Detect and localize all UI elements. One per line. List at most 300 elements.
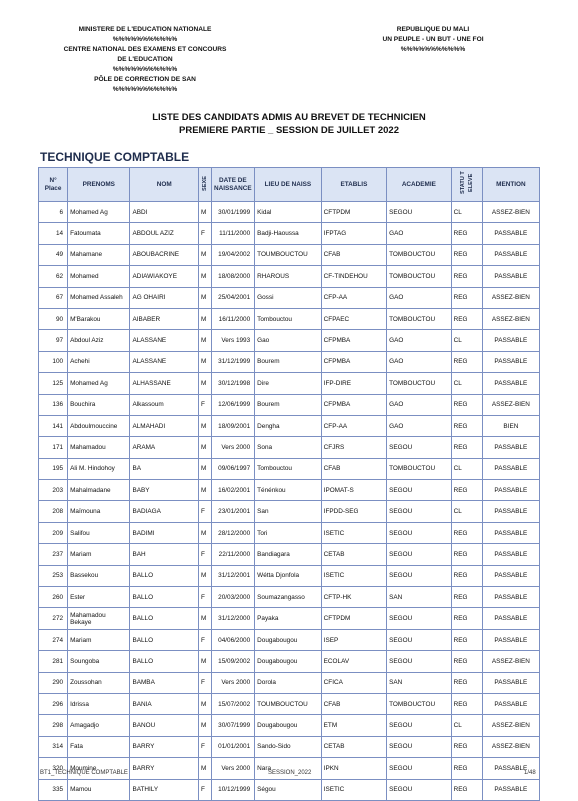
cell-academie: SEGOU <box>387 736 451 757</box>
table-row <box>39 736 540 757</box>
table-row <box>39 202 540 223</box>
cell-nom: AIBABER <box>130 308 199 329</box>
cell-prenoms: Bassekou <box>68 565 130 586</box>
cell-date: 11/11/2000 <box>211 223 255 244</box>
cell-lieu: Bourem <box>255 351 322 372</box>
cell-academie: SEGOU <box>387 480 451 501</box>
cell-etablis: ISETIC <box>321 522 386 543</box>
cell-statut: REG <box>451 308 482 329</box>
cell-prenoms: Soungoba <box>68 651 130 672</box>
cell-etablis: CFTP-HK <box>321 587 386 608</box>
candidates-table <box>38 167 540 801</box>
cell-place: 237 <box>39 544 68 565</box>
cell-statut: REG <box>451 565 482 586</box>
cell-prenoms: Achehi <box>68 351 130 372</box>
table-row <box>39 415 540 436</box>
cell-academie: SEGOU <box>387 651 451 672</box>
cell-sexe: F <box>199 779 211 800</box>
cell-date: 31/12/2001 <box>211 565 255 586</box>
cell-place: 62 <box>39 266 68 287</box>
cell-statut: CL <box>451 715 482 736</box>
cell-place: 141 <box>39 415 68 436</box>
table-row <box>39 501 540 522</box>
section-title: TECHNIQUE COMPTABLE <box>40 150 190 164</box>
cell-sexe: M <box>199 308 211 329</box>
cell-nom: BARRY <box>130 758 199 779</box>
cell-place: 290 <box>39 672 68 693</box>
cell-academie: SEGOU <box>387 565 451 586</box>
col-lieu: LIEU DE NAISS <box>255 168 322 202</box>
cell-date: 16/11/2000 <box>211 308 255 329</box>
cell-statut: REG <box>451 394 482 415</box>
cell-prenoms: Mohamed Ag <box>68 202 130 223</box>
cell-mention: ASSEZ-BIEN <box>482 736 539 757</box>
cell-etablis: IFPDD-SEG <box>321 501 386 522</box>
cell-nom: BADIAGA <box>130 501 199 522</box>
cell-academie: TOMBOUCTOU <box>387 373 451 394</box>
table-row <box>39 672 540 693</box>
cell-etablis: IPOMAT-S <box>321 480 386 501</box>
cell-lieu: Badji-Haoussa <box>255 223 322 244</box>
cell-statut: REG <box>451 779 482 800</box>
cell-mention: PASSABLE <box>482 244 539 265</box>
cell-place: 67 <box>39 287 68 308</box>
table-row <box>39 693 540 714</box>
cell-etablis: ETM <box>321 715 386 736</box>
republic-line: REPUBLIQUE DU MALI <box>396 26 470 33</box>
cell-date: 18/08/2000 <box>211 266 255 287</box>
cell-date: Vers 2000 <box>211 437 255 458</box>
cell-nom: ADIAWIAKOYE <box>130 266 199 287</box>
cell-sexe: M <box>199 565 211 586</box>
cell-mention: ASSEZ-BIEN <box>482 715 539 736</box>
cell-statut: REG <box>451 437 482 458</box>
col-date: DATE DE NAISSANCE <box>211 168 255 202</box>
cell-sexe: M <box>199 437 211 458</box>
center-line: CENTRE NATIONAL DES EXAMENS ET CONCOURS <box>63 46 227 53</box>
cell-place: 171 <box>39 437 68 458</box>
cell-nom: BAMBA <box>130 672 199 693</box>
cell-etablis: CFPMBA <box>321 394 386 415</box>
republic-header <box>348 25 518 55</box>
cell-place: 208 <box>39 501 68 522</box>
cell-lieu: Bandiagara <box>255 544 322 565</box>
col-mention: MENTION <box>482 168 539 202</box>
cell-lieu: San <box>255 501 322 522</box>
cell-lieu: Payaka <box>255 608 322 629</box>
cell-etablis: CETAB <box>321 736 386 757</box>
cell-nom: BARRY <box>130 736 199 757</box>
cell-nom: ABDOUL AZIZ <box>130 223 199 244</box>
cell-place: 90 <box>39 308 68 329</box>
cell-etablis: CFJRS <box>321 437 386 458</box>
cell-academie: SEGOU <box>387 608 451 629</box>
cell-nom: BADIMI <box>130 522 199 543</box>
cell-lieu: TOUMBOUCTOU <box>255 244 322 265</box>
cell-statut: REG <box>451 629 482 650</box>
cell-mention: PASSABLE <box>482 330 539 351</box>
cell-etablis: IFPTAG <box>321 223 386 244</box>
cell-prenoms: Amagadjo <box>68 715 130 736</box>
cell-statut: CL <box>451 202 482 223</box>
cell-prenoms: Abdoul Aziz <box>68 330 130 351</box>
cell-place: 125 <box>39 373 68 394</box>
cell-place: 100 <box>39 351 68 372</box>
cell-lieu: Gao <box>255 330 322 351</box>
table-row <box>39 565 540 586</box>
table-row <box>39 351 540 372</box>
cell-sexe: M <box>199 266 211 287</box>
cell-prenoms: Maïmouna <box>68 501 130 522</box>
cell-lieu: RHAROUS <box>255 266 322 287</box>
cell-prenoms: Bouchira <box>68 394 130 415</box>
cell-lieu: Sando-Sido <box>255 736 322 757</box>
cell-sexe: M <box>199 522 211 543</box>
cell-sexe: M <box>199 608 211 629</box>
cell-mention: PASSABLE <box>482 629 539 650</box>
cell-date: 10/12/1999 <box>211 779 255 800</box>
cell-nom: ALASSANE <box>130 330 199 351</box>
cell-academie: SEGOU <box>387 715 451 736</box>
cell-etablis: IPKN <box>321 758 386 779</box>
cell-sexe: M <box>199 693 211 714</box>
cell-prenoms: Moumine <box>68 758 130 779</box>
cell-mention: PASSABLE <box>482 544 539 565</box>
cell-nom: BA <box>130 458 199 479</box>
cell-prenoms: Mahalmadane <box>68 480 130 501</box>
cell-mention: PASSABLE <box>482 480 539 501</box>
cell-mention: PASSABLE <box>482 351 539 372</box>
cell-prenoms: Mahamadou Bekaye <box>68 608 130 629</box>
cell-place: 49 <box>39 244 68 265</box>
cell-lieu: Tori <box>255 522 322 543</box>
cell-date: 25/04/2001 <box>211 287 255 308</box>
table-row <box>39 394 540 415</box>
separator-line: %%%%%%%%%%% <box>112 66 178 73</box>
cell-prenoms: Mariam <box>68 629 130 650</box>
motto-line: UN PEUPLE - UN BUT - UNE FOI <box>382 36 484 43</box>
cell-place: 281 <box>39 651 68 672</box>
cell-lieu: Ténénkou <box>255 480 322 501</box>
cell-academie: TOMBOUCTOU <box>387 308 451 329</box>
cell-lieu: Nara <box>255 758 322 779</box>
cell-sexe: F <box>199 672 211 693</box>
cell-etablis: CF-TINDEHOU <box>321 266 386 287</box>
cell-lieu: Dengha <box>255 415 322 436</box>
cell-date: 15/07/2002 <box>211 693 255 714</box>
cell-prenoms: Abdoulmouccine <box>68 415 130 436</box>
cell-nom: ALASSANE <box>130 351 199 372</box>
cell-lieu: Dougabougou <box>255 715 322 736</box>
col-prenoms: PRENOMS <box>68 168 130 202</box>
table-header-row <box>39 168 540 202</box>
footer-center: SESSION_2022 <box>268 770 312 776</box>
cell-date: Vers 1993 <box>211 330 255 351</box>
cell-sexe: F <box>199 736 211 757</box>
cell-lieu: Gossi <box>255 287 322 308</box>
table-row <box>39 779 540 800</box>
cell-place: 97 <box>39 330 68 351</box>
table-row <box>39 480 540 501</box>
cell-place: 203 <box>39 480 68 501</box>
cell-date: 15/09/2002 <box>211 651 255 672</box>
col-place: N° Place <box>39 168 68 202</box>
cell-prenoms: Mohamed Ag <box>68 373 130 394</box>
cell-etablis: CFAB <box>321 693 386 714</box>
cell-place: 272 <box>39 608 68 629</box>
cell-etablis: CFPMBA <box>321 330 386 351</box>
cell-lieu: TOUMBOUCTOU <box>255 693 322 714</box>
cell-nom: ARAMA <box>130 437 199 458</box>
cell-mention: PASSABLE <box>482 587 539 608</box>
col-nom: NOM <box>130 168 199 202</box>
table-row <box>39 223 540 244</box>
cell-etablis: CFTPDM <box>321 608 386 629</box>
table-row <box>39 437 540 458</box>
cell-statut: REG <box>451 522 482 543</box>
cell-date: 30/12/1998 <box>211 373 255 394</box>
cell-statut: REG <box>451 223 482 244</box>
document-subtitle: PREMIERE PARTIE _ SESSION DE JUILLET 2022 <box>179 125 399 136</box>
cell-etablis: CFPAEC <box>321 308 386 329</box>
cell-statut: REG <box>451 651 482 672</box>
separator-line: %%%%%%%%%%% <box>400 46 466 53</box>
cell-nom: BALLO <box>130 629 199 650</box>
cell-academie: GAO <box>387 394 451 415</box>
cell-nom: AG OHAIRI <box>130 287 199 308</box>
cell-place: 296 <box>39 693 68 714</box>
cell-nom: BABY <box>130 480 199 501</box>
cell-place: 14 <box>39 223 68 244</box>
cell-place: 6 <box>39 202 68 223</box>
cell-mention: PASSABLE <box>482 373 539 394</box>
cell-etablis: CFAB <box>321 458 386 479</box>
cell-nom: BANOU <box>130 715 199 736</box>
cell-place: 298 <box>39 715 68 736</box>
cell-mention: PASSABLE <box>482 522 539 543</box>
table-row <box>39 522 540 543</box>
cell-nom: BALLO <box>130 587 199 608</box>
cell-academie: SEGOU <box>387 629 451 650</box>
table-row <box>39 244 540 265</box>
cell-nom: BALLO <box>130 608 199 629</box>
table-row <box>39 287 540 308</box>
cell-etablis: CFP-AA <box>321 415 386 436</box>
cell-etablis: CFAB <box>321 244 386 265</box>
ministry-line: MINISTERE DE L'EDUCATION NATIONALE <box>78 26 212 33</box>
cell-mention: PASSABLE <box>482 458 539 479</box>
cell-etablis: ISETIC <box>321 565 386 586</box>
cell-academie: GAO <box>387 415 451 436</box>
cell-prenoms: Mariam <box>68 544 130 565</box>
cell-sexe: F <box>199 587 211 608</box>
cell-statut: REG <box>451 351 482 372</box>
cell-sexe: F <box>199 394 211 415</box>
table-row <box>39 608 540 629</box>
cell-place: 260 <box>39 587 68 608</box>
cell-mention: PASSABLE <box>482 672 539 693</box>
cell-academie: SEGOU <box>387 501 451 522</box>
cell-mention: PASSABLE <box>482 223 539 244</box>
cell-date: 31/12/1999 <box>211 351 255 372</box>
cell-academie: SAN <box>387 672 451 693</box>
cell-mention: ASSEZ-BIEN <box>482 394 539 415</box>
cell-prenoms: Salifou <box>68 522 130 543</box>
cell-sexe: M <box>199 715 211 736</box>
cell-statut: REG <box>451 415 482 436</box>
col-sexe: SEXE <box>199 168 211 202</box>
cell-prenoms: Idrissa <box>68 693 130 714</box>
cell-place: 335 <box>39 779 68 800</box>
cell-place: 314 <box>39 736 68 757</box>
cell-prenoms: M'Barakou <box>68 308 130 329</box>
cell-statut: REG <box>451 672 482 693</box>
cell-date: 01/01/2001 <box>211 736 255 757</box>
cell-date: 09/06/1997 <box>211 458 255 479</box>
cell-academie: SEGOU <box>387 758 451 779</box>
cell-lieu: Tombouctou <box>255 458 322 479</box>
cell-prenoms: Mahamadou <box>68 437 130 458</box>
cell-sexe: M <box>199 287 211 308</box>
col-academie: ACADEMIE <box>387 168 451 202</box>
cell-mention: PASSABLE <box>482 779 539 800</box>
cell-lieu: Dougabougou <box>255 629 322 650</box>
cell-academie: TOMBOUCTOU <box>387 458 451 479</box>
cell-sexe: M <box>199 415 211 436</box>
cell-date: 22/11/2000 <box>211 544 255 565</box>
cell-statut: REG <box>451 608 482 629</box>
cell-date: 31/12/2000 <box>211 608 255 629</box>
cell-mention: PASSABLE <box>482 565 539 586</box>
cell-date: Vers 2000 <box>211 758 255 779</box>
cell-mention: BIEN <box>482 415 539 436</box>
cell-nom: ALMAHADI <box>130 415 199 436</box>
cell-mention: PASSABLE <box>482 693 539 714</box>
footer-page-number: 1/48 <box>524 770 536 776</box>
cell-nom: BANIA <box>130 693 199 714</box>
cell-lieu: Bourem <box>255 394 322 415</box>
cell-academie: GAO <box>387 351 451 372</box>
cell-date: 28/12/2000 <box>211 522 255 543</box>
cell-sexe: F <box>199 501 211 522</box>
cell-date: Vers 2000 <box>211 672 255 693</box>
cell-sexe: M <box>199 758 211 779</box>
cell-statut: CL <box>451 458 482 479</box>
cell-academie: SEGOU <box>387 544 451 565</box>
cell-date: 12/06/1999 <box>211 394 255 415</box>
cell-sexe: M <box>199 480 211 501</box>
cell-place: 320 <box>39 758 68 779</box>
cell-nom: ABOUBACRINE <box>130 244 199 265</box>
pole-line: PÔLE DE CORRECTION DE SAN <box>94 76 196 83</box>
cell-academie: SEGOU <box>387 779 451 800</box>
cell-academie: TOMBOUCTOU <box>387 266 451 287</box>
cell-lieu: Ségou <box>255 779 322 800</box>
cell-mention: PASSABLE <box>482 501 539 522</box>
cell-date: 04/06/2000 <box>211 629 255 650</box>
cell-academie: SAN <box>387 587 451 608</box>
cell-place: 253 <box>39 565 68 586</box>
cell-statut: REG <box>451 266 482 287</box>
table-row <box>39 587 540 608</box>
cell-lieu: Sona <box>255 437 322 458</box>
cell-academie: GAO <box>387 330 451 351</box>
cell-prenoms: Zoussohan <box>68 672 130 693</box>
separator-line: %%%%%%%%%%% <box>112 36 178 43</box>
cell-academie: SEGOU <box>387 437 451 458</box>
table-row <box>39 458 540 479</box>
cell-sexe: M <box>199 351 211 372</box>
cell-academie: GAO <box>387 223 451 244</box>
separator-line: %%%%%%%%%%% <box>112 86 178 93</box>
table-row <box>39 544 540 565</box>
cell-lieu: Dorola <box>255 672 322 693</box>
cell-mention: PASSABLE <box>482 758 539 779</box>
cell-statut: REG <box>451 736 482 757</box>
cell-nom: BALLO <box>130 651 199 672</box>
cell-lieu: Wétta Djonfola <box>255 565 322 586</box>
cell-lieu: Soumazangasso <box>255 587 322 608</box>
cell-nom: BALLO <box>130 565 199 586</box>
footer-left: BT1_TECHNIQUE COMPTABLE <box>40 770 128 776</box>
cell-academie: SEGOU <box>387 522 451 543</box>
cell-mention: PASSABLE <box>482 266 539 287</box>
cell-prenoms: Ali M. Hindohoy <box>68 458 130 479</box>
cell-statut: REG <box>451 758 482 779</box>
cell-etablis: ECOLAV <box>321 651 386 672</box>
cell-date: 18/09/2001 <box>211 415 255 436</box>
cell-place: 274 <box>39 629 68 650</box>
cell-nom: ALHASSANE <box>130 373 199 394</box>
cell-etablis: CFICA <box>321 672 386 693</box>
cell-statut: REG <box>451 693 482 714</box>
table-row <box>39 715 540 736</box>
cell-statut: REG <box>451 544 482 565</box>
cell-nom: Alkassoum <box>130 394 199 415</box>
cell-etablis: ISEP <box>321 629 386 650</box>
table-row <box>39 629 540 650</box>
cell-lieu: Dire <box>255 373 322 394</box>
cell-statut: REG <box>451 480 482 501</box>
cell-statut: REG <box>451 244 482 265</box>
ministry-header <box>40 25 250 95</box>
cell-statut: CL <box>451 330 482 351</box>
cell-sexe: M <box>199 244 211 265</box>
cell-prenoms: Mahamane <box>68 244 130 265</box>
cell-sexe: F <box>199 544 211 565</box>
cell-academie: GAO <box>387 287 451 308</box>
cell-statut: CL <box>451 501 482 522</box>
table-row <box>39 651 540 672</box>
cell-etablis: CFTPDM <box>321 202 386 223</box>
cell-place: 195 <box>39 458 68 479</box>
table-row <box>39 373 540 394</box>
cell-etablis: ISETIC <box>321 779 386 800</box>
cell-statut: CL <box>451 373 482 394</box>
cell-date: 16/02/2001 <box>211 480 255 501</box>
cell-etablis: CFPMBA <box>321 351 386 372</box>
cell-academie: SEGOU <box>387 202 451 223</box>
cell-sexe: F <box>199 223 211 244</box>
cell-etablis: CETAB <box>321 544 386 565</box>
col-etablis: ETABLIS <box>321 168 386 202</box>
cell-prenoms: Mohamed <box>68 266 130 287</box>
cell-lieu: Tombouctou <box>255 308 322 329</box>
cell-date: 23/01/2001 <box>211 501 255 522</box>
cell-lieu: Kidal <box>255 202 322 223</box>
cell-date: 19/04/2002 <box>211 244 255 265</box>
cell-nom: BATHILY <box>130 779 199 800</box>
